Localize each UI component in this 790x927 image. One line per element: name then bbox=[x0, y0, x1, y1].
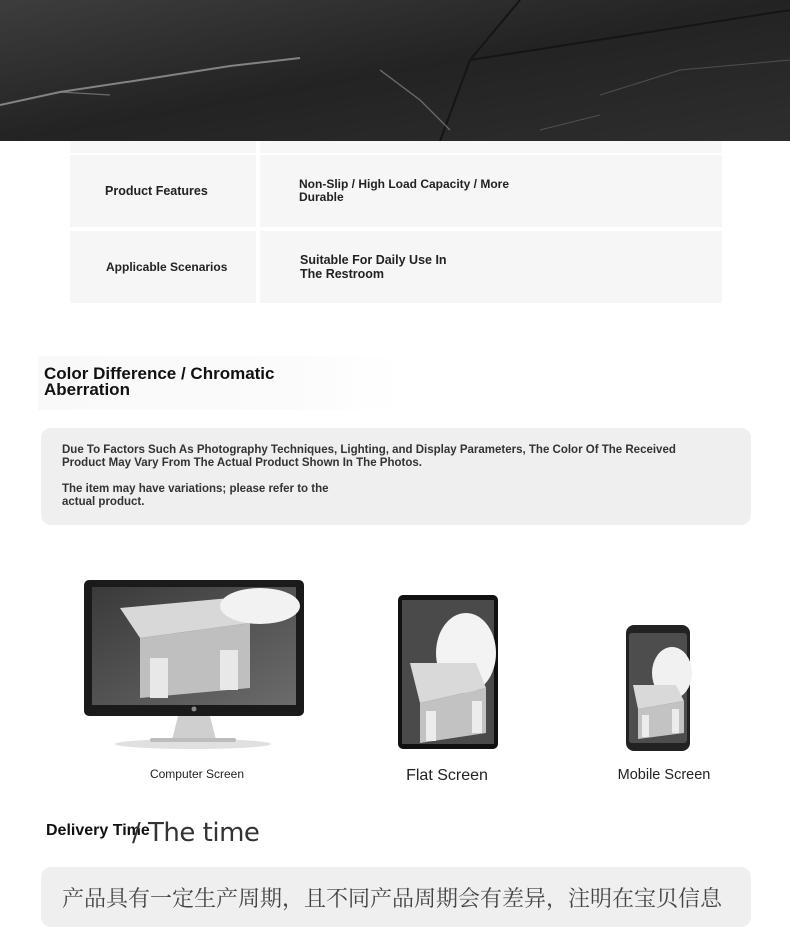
spec-row-features bbox=[70, 155, 722, 227]
spec-key bbox=[70, 231, 256, 303]
notice-paragraph: The item may have variations; please refer to the actual product. bbox=[62, 483, 329, 508]
spec-value-text: Non-Slip / High Load Capacity / More Durable bbox=[299, 177, 510, 204]
delivery-note-box bbox=[41, 867, 751, 927]
flat-screen-illustration bbox=[396, 593, 500, 751]
spec-row-scenarios bbox=[70, 231, 722, 303]
spec-value bbox=[260, 155, 722, 227]
color-difference-notice bbox=[41, 428, 751, 525]
delivery-subtitle: / The time bbox=[132, 818, 260, 848]
spec-key bbox=[70, 155, 256, 227]
hero-floor-image bbox=[0, 0, 790, 141]
spec-value-text: Suitable For Daily Use In The Restroom bbox=[300, 253, 447, 281]
spec-key-text: Applicable Scenarios bbox=[106, 260, 228, 274]
computer-screen-illustration bbox=[80, 578, 310, 754]
section-title: Color Difference / Chromatic Aberration bbox=[44, 364, 275, 399]
color-difference-heading bbox=[38, 356, 400, 410]
spec-key-text: Product Features bbox=[105, 184, 208, 198]
spec-table-top-strip bbox=[70, 141, 722, 153]
device-label-mobile: Mobile Screen bbox=[617, 767, 711, 783]
mobile-screen-illustration bbox=[624, 623, 692, 753]
notice-paragraph: Due To Factors Such As Photography Techniques, Lighting, and Display Parameters, The Color Of The Received Product May Vary From The Actual Product Shown In The Photos. bbox=[62, 444, 676, 469]
delivery-time-label: Delivery Time bbox=[46, 822, 150, 839]
device-label-flat: Flat Screen bbox=[406, 767, 488, 784]
spec-value bbox=[260, 231, 722, 303]
device-label-computer: Computer Screen bbox=[149, 767, 245, 781]
marble-floor-graphic bbox=[0, 0, 790, 141]
delivery-note-text: 产品具有一定生产周期，且不同产品周期会有差异，注明在宝贝信息 bbox=[62, 887, 723, 912]
